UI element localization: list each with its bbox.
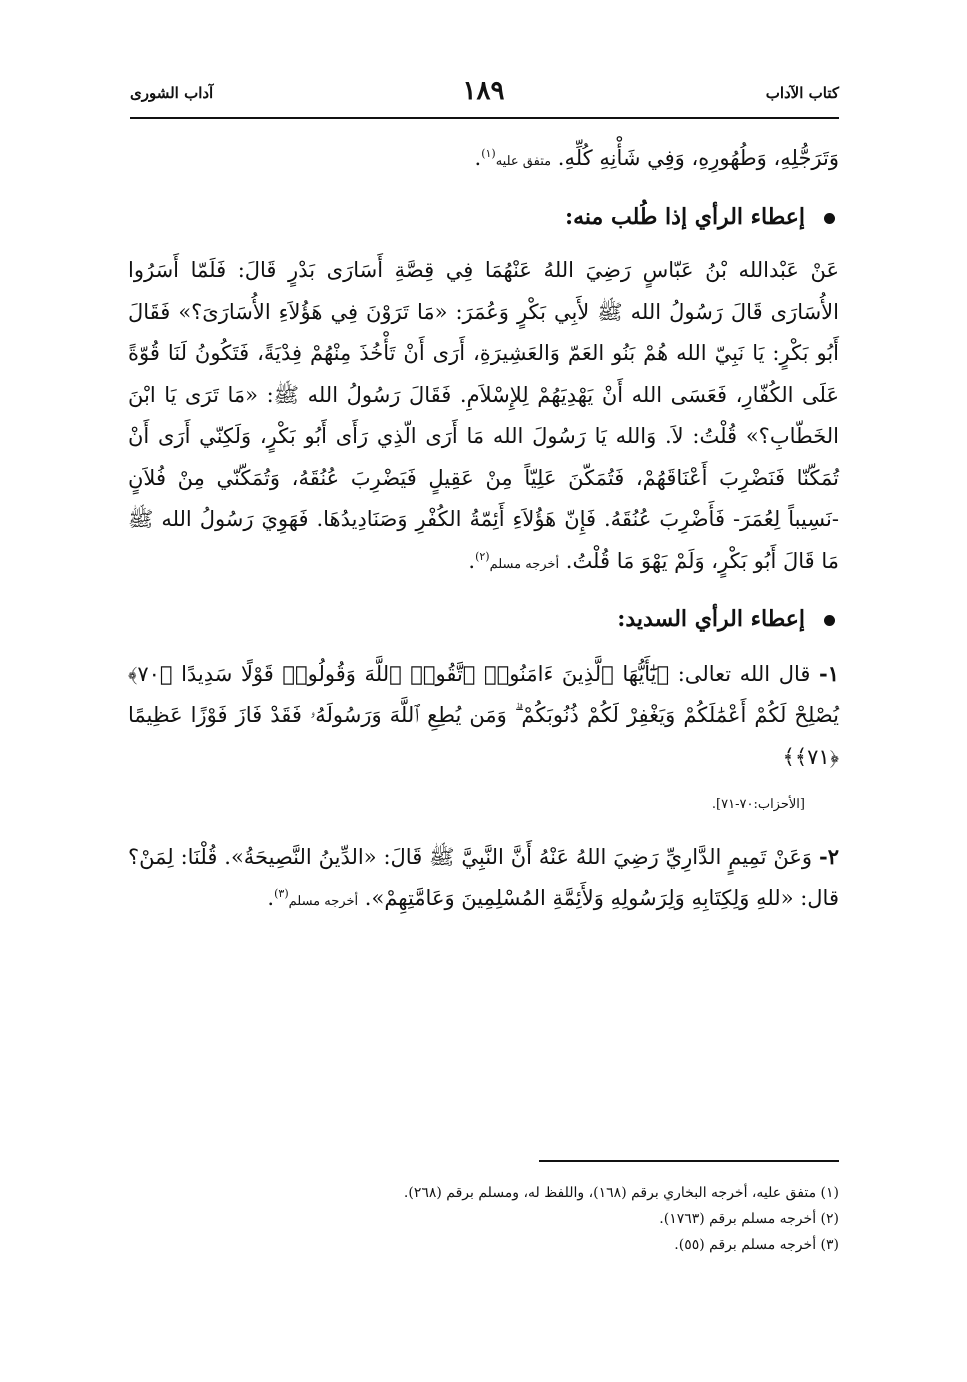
continuation-source: متفق عليه xyxy=(495,154,552,169)
quran-verse: ﴿يَٰٓأَيُّهَا ٱلَّذِينَ ءَامَنُوا۟ ٱتَّقُوا۟ ٱللَّهَ وَقُولُوا۟ قَوْلًا سَدِيدًا ﴿٧٠﴾ يُصْلِحْ لَكُمْ أَعْمَٰلَكُمْ وَيَغْفِرْ لَكُمْ ذُنُوبَكُمْ ۗ وَمَن يُطِعِ ٱللَّهَ وَرَسُولَهُۥ فَقَدْ فَازَ فَوْزًا عَظِيمًا ﴿٧١﴾﴾ xyxy=(128,661,839,769)
item2-text: وَعَنْ تَمِيمٍ الدَّارِيِّ رَضِيَ اللهُ عَنْهُ أَنَّ النَّبِيَّ ﷺ قَالَ: «الدِّينُ النَّصِيحَةُ». قُلْنَا: لِمَنْ؟ قال: «للهِ وَلِكِتَابِهِ وَلِرَسُولِهِ وَلأَئِمَّةِ المُسْلِمِينَ وَعَامَّتِهِمْ». xyxy=(128,844,839,910)
continuation-text: وَتَرَجُّلِهِ، وَطُهُورِهِ، وَفِي شَأْنِهِ كُلِّهِ. xyxy=(557,146,839,170)
running-header-book-title: كتاب الآداب xyxy=(765,84,839,102)
footnote-mark-1: (١) xyxy=(481,147,496,160)
item1-intro: قال الله تعالى: xyxy=(677,661,811,686)
item2-source: أخرجه مسلم xyxy=(288,894,359,909)
continuation-paragraph: وَتَرَجُّلِهِ، وَطُهُورِهِ، وَفِي شَأْنِهِ كُلِّهِ. متفق عليه$^{(١)}$. xyxy=(474,146,839,170)
footnotes xyxy=(128,1180,839,1258)
hadith-text: عَنْ عَبْدالله بْنُ عَبّاسٍ رَضِيَ اللهُ عَنْهُمَا فِي قِصَّةِ أَسَارَى بَدْرٍ قَالَ: فَلَمّا أَسَرُوا الأُسَارَى قَالَ رَسُولُ الله ﷺ لأَبِي بَكْرٍ وَعُمَرَ: «مَا تَرَوْنَ فِي هَؤُلاَءِ الأُسَارَىَ؟» فَقَالَ أَبُو بَكْرٍ: يَا نَبِيّ الله هُمْ بَنُو العَمّ وَالعَشِيرَةِ، أَرَى أَنْ تَأْخُذَ مِنْهُمْ فِدْيَةً، فَتَكُونُ لَنَا قُوّةً عَلَى الكُفّارِ، فَعَسَى الله أَنْ يَهْدِيَهُمْ لِلإِسْلاَمِ. فَقَالَ رَسُولُ الله ﷺ: «مَا تَرَى يَا ابْنَ الخَطّابِ؟» قُلْتُ: لاَ. وَالله يَا رَسُولَ الله مَا أَرَى الّذِي رَأَى أَبُو بَكْرٍ، وَلَكِنّي أَرَى أَنْ تُمَكّنّا فَنَضْرِبَ أَعْنَاقَهُمْ، فَتُمَكّنَ عَلِيّاً مِنْ عَقِيلٍ فَيَضْرِبَ عُنُقَهُ، وَتُمَكّنّي مِنْ فُلاَنٍ -نَسِيباً لِعُمَرَ- فَأَضْرِبَ عُنُقَهُ. فَإِنّ هَؤُلاَءِ أَئِمّةُ الكُفْرِ وَصَنَادِيدُهَا. فَهَوِيَ رَسُولُ الله ﷺ مَا قَالَ أَبُو بَكْرٍ، وَلَمْ يَهْوَ مَا قُلْتُ. xyxy=(128,258,839,573)
section1-heading-text: إعطاء الرأي إذا طُلب منه: xyxy=(564,203,805,230)
list-item-1 xyxy=(128,653,839,779)
list-item-2: ٢- وَعَنْ تَمِيمٍ الدَّارِيِّ رَضِيَ اللهُ عَنْهُ أَنَّ النَّبِيَّ ﷺ قَالَ: «الدِّينُ النَّصِيحَةُ». قُلْنَا: لِمَنْ؟ قال: «للهِ وَلِكِتَابِهِ وَلِرَسُولِهِ وَلأَئِمَّةِ المُسْلِمِينَ وَعَامَّتِهِمْ». أخرجه مسلم$^{(٣)}$. xyxy=(128,843,839,910)
hadith-source: أخرجه مسلم xyxy=(489,556,560,572)
footnote-3: (٣) أخرجه مسلم برقم (٥٥). xyxy=(674,1237,839,1253)
section-heading-requested-opinion xyxy=(128,197,839,239)
footnote-2: (٢) أخرجه مسلم برقم (١٧٦٣). xyxy=(659,1211,839,1227)
main-text xyxy=(128,138,839,923)
bullet-icon xyxy=(824,213,835,224)
hadith-paragraph: عَنْ عَبْدالله بْنُ عَبّاسٍ رَضِيَ اللهُ عَنْهُمَا فِي قِصَّةِ أَسَارَى بَدْرٍ قَالَ: فَلَمّا أَسَرُوا الأُسَارَى قَالَ رَسُولُ الله ﷺ لأَبِي بَكْرٍ وَعُمَرَ: «مَا تَرَوْنَ فِي هَؤُلاَءِ الأُسَارَىَ؟» فَقَالَ أَبُو بَكْرٍ: يَا نَبِيّ الله هُمْ بَنُو العَمّ وَالعَشِيرَةِ، أَرَى أَنْ تَأْخُذَ مِنْهُمْ فِدْيَةً، فَتَكُونُ لَنَا قُوّةً عَلَى الكُفّارِ، فَعَسَى الله أَنْ يَهْدِيَهُمْ لِلإِسْلاَمِ. فَقَالَ رَسُولُ الله ﷺ: «مَا تَرَى يَا ابْنَ الخَطّابِ؟» قُلْتُ: لاَ. وَالله يَا رَسُولَ الله مَا أَرَى الّذِي رَأَى أَبُو بَكْرٍ، وَلَكِنّي أَرَى أَنْ تُمَكّنّا فَنَضْرِبَ أَعْنَاقَهُمْ، فَتُمَكّنَ عَلِيّاً مِنْ عَقِيلٍ فَيَضْرِبَ عُنُقَهُ، وَتُمَكّنّي مِنْ فُلاَنٍ -نَسِيباً لِعُمَرَ- فَأَضْرِبَ عُنُقَهُ. فَإِنّ هَؤُلاَءِ أَئِمّةُ الكُفْرِ وَصَنَادِيدُهَا. فَهَوِيَ رَسُولُ الله ﷺ مَا قَالَ أَبُو بَكْرٍ، وَلَمْ يَهْوَ مَا قُلْتُ. أخرجه مسلم$^{(٢)}$. xyxy=(128,258,839,573)
footnote-1: (١) متفق عليه، أخرجه البخاري برقم (١٦٨)، واللفظ له، ومسلم برقم (٢٦٨). xyxy=(403,1185,839,1201)
running-header-chapter-title: آداب الشورى xyxy=(130,84,214,102)
verse-reference: [الأحزاب:٧٠-٧١]. xyxy=(711,797,805,812)
bullet-icon xyxy=(824,615,835,626)
item1-number: ١- xyxy=(819,660,839,686)
footnote-mark-3: (٣) xyxy=(274,887,289,900)
footnote-rule xyxy=(539,1160,839,1162)
header-rule xyxy=(130,117,839,119)
section-heading-sound-opinion xyxy=(128,599,839,641)
section2-heading-text: إعطاء الرأي السديد: xyxy=(617,606,805,632)
page-number: ١٨٩ xyxy=(462,76,505,106)
item2-number: ٢- xyxy=(818,843,839,869)
footnote-mark-2: (٢) xyxy=(475,549,490,563)
